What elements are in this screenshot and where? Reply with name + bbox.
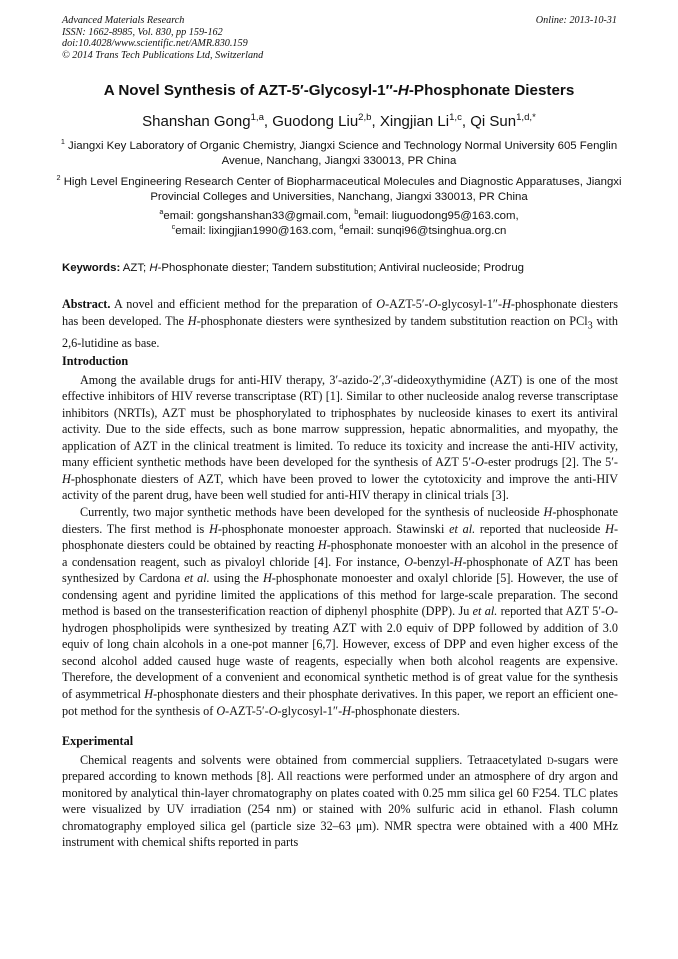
journal-header <box>62 15 617 61</box>
affiliation-1: $^1$ Jiangxi Key Laboratory of Organic Chemistry, Jiangxi Science and Technology Normal University 605 Fenglin Avenue, Nanchang, Jiangxi 330013, PR China <box>60 137 618 167</box>
online-date: Online: 2013-10-31 <box>535 15 617 26</box>
keywords: Keywords: AZT; H-Phosphonate diester; Tandem substitution; Antiviral nucleoside; Prodrug <box>62 262 525 274</box>
author-list <box>40 113 638 130</box>
author: Shanshan Gong$^{1,a}$, <box>142 112 273 130</box>
journal-name: Advanced Materials Research <box>62 15 185 26</box>
doi-line: doi:10.4028/www.scientific.net/AMR.830.159 <box>62 38 248 50</box>
email: $^d$email: sunqi96@tsinghua.org.cn <box>339 222 507 237</box>
introduction-heading: Introduction <box>62 354 129 369</box>
email: $^c$email: lixingjian1990@163.com, <box>171 222 340 237</box>
intro-paragraph-2: Currently, two major synthetic methods have been developed for the synthesis of nucleoside H-phosphonate diesters. The first method is H-phosphonate monoester approach. Stawinski et al. reported that nucleoside H-phosphonate diesters could be obtained by reacting H-phosphonate monoester with an alcohol in the presence of a condensation reagent, such as pivaloyl chloride [4]. For instance, O-benzyl-H-phosphonate of AZT has been synthesized by Cardona et al. using the H-phosphonate monoester and oxalyl chloride [5]. However, the use of condensing agent and pyridine limited the applications of this method for large-scale preparation. The second method is based on the transesterification reaction of diphenyl phosphite (DPP). Ju et al. reported that AZT 5′-O-hydrogen phospholipids were synthesized by treating AZT with 2.0 equiv of DPP followed by addition of 3.0 equiv of long chain alcohols in a one-pot manner [6,7]. However, excess of DPP and even higher excess of the second alcohol added caused huge waste of reagents, especially when both alcohol reagents are expensive. Therefore, the development of a convenient and economical synthetic method is of great value for the synthesis of asymmetrical H-phosphonate diesters and their phosphate derivatives. In this paper, we report an efficient one-pot method for the synthesis of O-AZT-5′-O-glycosyl-1″-H-phosphonate diesters. <box>62 505 619 718</box>
abstract: Abstract. A novel and efficient method for the preparation of O-AZT-5′-O-glycosyl-1″-H-phosphonate diesters has been developed. The H-phosphonate diesters were synthesized by tandem substitution reaction on PCl$_3$ with 2,6-lutidine as base. <box>62 297 618 350</box>
email: $^b$email: liuguodong95@163.com, <box>354 207 519 222</box>
affiliation-2: $^2$ High Level Engineering Research Center of Biopharmaceutical Molecules and Diagnostic Apparatuses, Jiangxi Provincial Colleges and Universities, Nanchang, Jiangxi 330013, PR China <box>56 173 622 203</box>
intro-paragraph-1: Among the available drugs for anti-HIV therapy, 3′-azido-2′,3′-dideoxythymidine (AZT) is one of the most effective inhibitors of HIV reverse transcriptase (RT) [1]. Similar to other nucleoside analog reverse transcriptase inhibitors (NRTIs), AZT must be phosphorylated to triphosphates by nucleoside kinases to exert its antiviral activity. Due to the side effects, such as bone marrow suppression, hepatic abnormalities, and myopathy, the application of AZT in the clinical treatment is limited. To reduce its toxicity and increase the anti-HIV activity, many efficient synthetic methods have been developed for the synthesis of AZT 5′-O-ester prodrugs [2]. The 5′-H-phosphonate diesters of AZT, which have been proved to lower the cytotoxicity and improve the anti-HIV activity of the parent drug, have been well studied for anti-HIV therapy in clinical trials [3]. <box>62 372 618 503</box>
author: Xingjian Li$^{1,c}$, <box>379 112 471 130</box>
email-list <box>40 209 638 239</box>
email: $^a$email: gongshanshan33@gmail.com, <box>159 207 355 222</box>
experimental-paragraph-1: Chemical reagents and solvents were obtained from commercial suppliers. Tetraacetylated d-sugars were prepared according to known methods [8]. All reactions were performed under an atmosphere of dry argon and monitored by analytical thin-layer chromatography on plates coated with 0.25 mm silica gel 60 F254. TLC plates were visualized by UV irradiation (254 nm) or stained with 20% sulfuric acid in ethanol. Flash column chromatography employed silica gel (particle size 32–63 μm). NMR spectra were obtained with a 400 MHz instrument with chemical shifts reported in parts <box>62 752 618 850</box>
copyright-line: © 2014 Trans Tech Publications Ltd, Switzerland <box>62 49 264 61</box>
paper-title: A Novel Synthesis of AZT-5′-Glycosyl-1″-H-Phosphonate Diesters <box>103 82 575 99</box>
issn-line: ISSN: 1662-8985, Vol. 830, pp 159-162 <box>62 26 223 38</box>
author: Guodong Liu$^{2,b}$, <box>272 112 380 130</box>
experimental-heading: Experimental <box>62 734 134 749</box>
paper-body <box>62 296 618 851</box>
author: Qi Sun$^{1,d,*}$ <box>470 112 536 130</box>
